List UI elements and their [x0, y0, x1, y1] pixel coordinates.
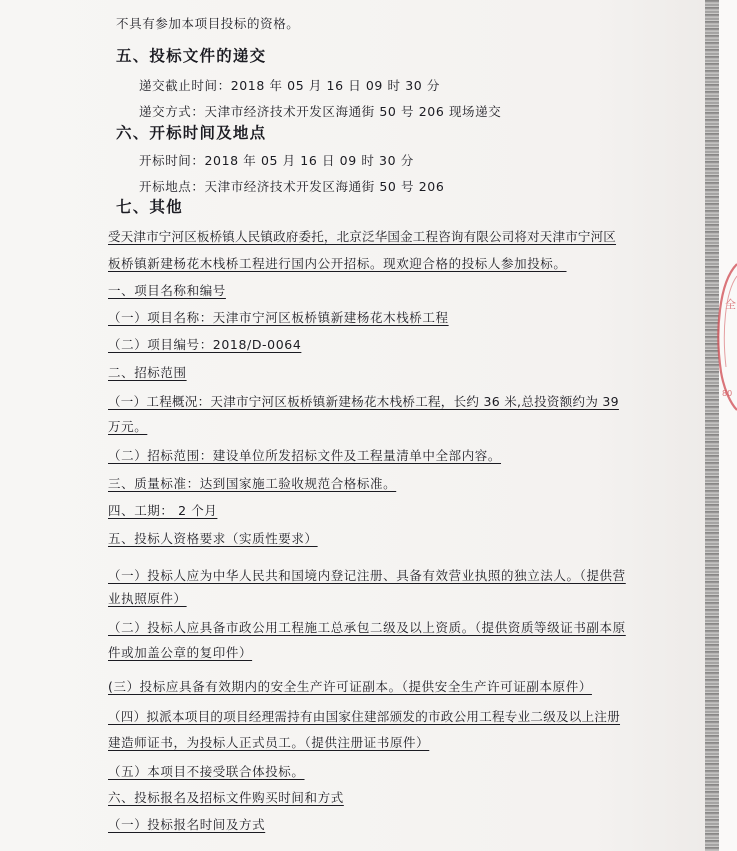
text-line: (三）投标应具备有效期内的安全生产许可证副本。（提供安全生产许可证副本原件） [108, 679, 592, 694]
text-line: （一）投标报名时间及方式 [108, 817, 266, 832]
text-line: 四、工期： 2 个月 [108, 503, 218, 518]
text-line: 板桥镇新建杨花木栈桥工程进行国内公开招标。现欢迎合格的投标人参加投标。 [108, 256, 567, 271]
text-line: 一、项目名称和编号 [108, 283, 226, 298]
text-line: （四）拟派本项目的项目经理需持有由国家住建部颁发的市政公用工程专业二级及以上注册 [108, 709, 621, 724]
text-line: 递交方式：天津市经济技术开发区海通街 50 号 206 现场递交 [139, 104, 502, 119]
text-line: （五）本项目不接受联合体投标。 [108, 764, 305, 779]
text-line: （一）投标人应为中华人民共和国境内登记注册、具备有效营业执照的独立法人。（提供营 [108, 568, 626, 583]
text-line: （二）招标范围：建设单位所发招标文件及工程量清单中全部内容。 [108, 448, 502, 463]
text-line: 三、质量标准：达到国家施工验收规范合格标准。 [108, 476, 397, 491]
text-line: 万元。 [108, 419, 148, 434]
page-margin-strip [719, 0, 737, 851]
text-line: 业执照原件） [108, 591, 187, 606]
text-line: （二）投标人应具备市政公用工程施工总承包二级及以上资质。（提供资质等级证书副本原 [108, 620, 626, 635]
section-heading: 七、其他 [116, 198, 183, 216]
red-seal-stamp [711, 262, 737, 412]
seal-number: 80 [722, 389, 733, 398]
text-line: 件或加盖公章的复印件） [108, 645, 253, 660]
text-line: 建造师证书，为投标人正式员工。（提供注册证书原件） [108, 735, 430, 750]
text-line: 递交截止时间：2018 年 05 月 16 日 09 时 30 分 [139, 78, 440, 93]
text-line: 开标时间：2018 年 05 月 16 日 09 时 30 分 [139, 153, 414, 168]
text-line: （一）工程概况：天津市宁河区板桥镇新建杨花木栈桥工程，长约 36 米,总投资额约为 39 [108, 394, 619, 409]
text-line: 受天津市宁河区板桥镇人民镇政府委托，北京泛华国金工程咨询有限公司将对天津市宁河区 [108, 229, 617, 244]
text-line: 二、招标范围 [108, 365, 187, 380]
section-heading: 六、开标时间及地点 [116, 124, 267, 142]
text-line: 六、投标报名及招标文件购买时间和方式 [108, 790, 344, 805]
page-binding-edge [705, 0, 719, 851]
text-line: 五、投标人资格要求（实质性要求） [108, 531, 318, 546]
text-line: 不具有参加本项目投标的资格。 [116, 16, 300, 31]
text-line: 开标地点：天津市经济技术开发区海通街 50 号 206 [139, 179, 445, 194]
section-heading: 五、投标文件的递交 [116, 47, 267, 65]
text-line: （一）项目名称：天津市宁河区板桥镇新建杨花木栈桥工程 [108, 310, 449, 325]
seal-char: 全 [725, 298, 736, 311]
text-line: （二）项目编号：2018/D-0064 [108, 337, 302, 352]
